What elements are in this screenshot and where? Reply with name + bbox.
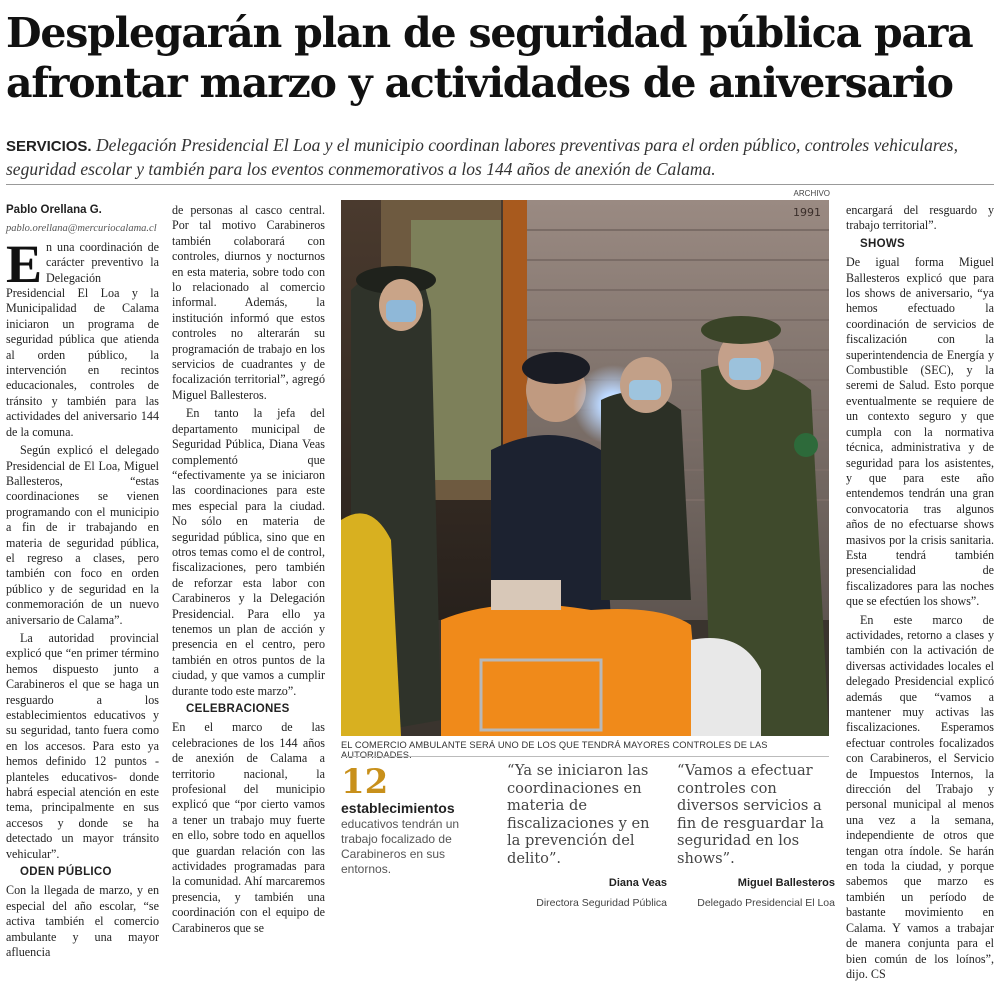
article-paragraph: En una coordinación de carácter preventivo la Delegación Presidencial El Loa y la Municipalidad de Calama iniciaron un programa de seguridad pública que atienda al orden público, la intervención en recintos educacionales, controles de tránsito y también para las actividades del aniversario 144 de la comuna. — [6, 233, 159, 439]
photo-credit: ARCHIVO — [793, 189, 830, 198]
factbox-text: establecimientos educativos tendrán un trabajo focalizado de Carabineros en sus entornos. — [341, 800, 460, 876]
article-column-1 — [6, 203, 159, 964]
article-paragraph: De igual forma Miguel Ballesteros explicó que para los shows de aniversario, “ya hemos efectuado la coordinación de servicios de fiscalización con la superintendencia de Energía y Combustible (SEC), y la seremi de Salud. Esto porque eventualmente se requiere de un contexto seguro y que cumpla con la normativa técnica, administrativa y de seguridad para los asistentes, y que para este año entendemos tendrán una gran convocatoria tras algunos años de no efectuarse shows masivos por la crisis sanitaria. Esta tendrá también presencialidad de fiscalizadores para las noches que se efectúen los shows”. — [846, 255, 994, 609]
pull-quote-name: Miguel Ballesteros — [737, 877, 835, 889]
article-paragraph: de personas al casco central. Por tal motivo Carabineros también colaborará con controles, diurnos y nocturnos en esta materia, sobre todo con lo relacionado al comercio informal. Además, la institución informó que estos controles no alterarán su programación de trabajo en los servicios de cuadrantes y de focalización territorial”, agregó Miguel Ballesteros. — [172, 203, 325, 402]
section-subhead-shows: SHOWS — [860, 237, 905, 250]
article-paragraph: Según explicó el delegado Presidencial de El Loa, Miguel Ballesteros, “estas coordinaciones se vienen programando con el municipio a fin de ir trabajando en materia de seguridad pública, el regreso a clases, pero también con foco en orden público y de seguridad en la conmemoración de un nuevo aniversario de Calama”. — [6, 443, 159, 627]
factbox-number: 12 — [341, 762, 389, 802]
lead-text: Delegación Presidencial El Loa y el municipio coordinan labores preventivas para el orden público, controles vehiculares, seguridad escolar y también para los eventos conmemorativos a los 144 años de anexión de Calama. — [6, 135, 958, 179]
article-paragraph: En tanto la jefa del departamento municipal de Seguridad Pública, Diana Veas complementó que “efectivamente ya se iniciaron las coordinaciones para este mes especial para la ciudad. No sólo en materia de seguridad pública, sino que en otros temas como el de control, fiscalizaciones, pero también de reforzar esta labor con Carabineros y la Delegación Presidencial. Para ello ya tenemos un plan de acción y presencia en el centro, pero también en otros puntos de la ciudad, y que vamos a cumplir durante todo este marzo”. — [172, 406, 325, 698]
article-photo — [341, 200, 829, 736]
article-paragraph: encargará del resguardo y trabajo territorial”. — [846, 203, 994, 233]
byline-author: Pablo Orellana G. — [6, 204, 102, 216]
section-subhead-celebraciones: CELEBRACIONES — [186, 703, 290, 715]
pull-quote-text: “Ya se iniciaron las coordinaciones en materia de fiscalizaciones y en la prevención del delito”. — [507, 762, 650, 867]
article-paragraph: En este marco de actividades, retorno a clases y también con la activación de diversas actividades locales el delegado Presidencial explicó además que “vamos a mantener muy activas las fiscalizaciones. Esperamos efectuar controles focalizados con Carabineros, el Servicio de Impuestos Internos, la dirección del Trabajo y personal municipal al menos una vez a la semana, independiente de otros que tengan otra índole. Se harán en toda la ciudad, y porque sabemos que marzo es también un período de bastante movimiento en Calama. Y vamos a trabajar de manera conjunta para el bien común de los loínos”, dijo. CS — [846, 612, 994, 981]
pull-quote-diana-veas — [507, 762, 667, 912]
pull-quote-role: Delegado Presidencial El Loa — [697, 896, 835, 909]
section-subhead-orden-publico: ODEN PÚBLICO — [20, 866, 112, 879]
photo-caption: EL COMERCIO AMBULANTE SERÁ UNO DE LOS QUE TENDRÁ MAYORES CONTROLES DE LAS AUTORIDADES. — [341, 740, 768, 760]
article-paragraph: La autoridad provincial explicó que “en primer término hemos dispuesto junto a Carabineros el que se haga un resguardo a los establecimientos educativos y su seguridad, tanto fuera como en los accesos. Para esto ya hemos definido 12 puntos -planteles educativos- donde habrá especial atención en este tema, principalmente en sus accesos y donde se ha detectado un mayor tránsito vehicular”. — [6, 630, 159, 861]
article-paragraph: Con la llegada de marzo, y en especial del año escolar, “se activa también el comercio ambulante y una mayor afluencia — [6, 883, 159, 960]
article-column-2 — [172, 203, 325, 939]
article-paragraph: En el marco de las celebraciones de los 144 años de anexión de Calama a territorio nacional, la profesional del municipio explicó que “por cierto vamos a tener un trabajo muy fuerte en ello, sobre todo en aquellos que guardan relación con las actividades programadas para la comunidad. Ahí marcaremos presencia, y también una coordinación con el equipo de Carabineros que se — [172, 720, 325, 935]
drop-cap: E — [6, 233, 43, 294]
byline-email[interactable]: pablo.orellana@mercuriocalama.cl — [6, 223, 157, 235]
lead-divider — [6, 184, 994, 185]
factbox-bold: establecimientos — [341, 800, 455, 816]
caption-divider — [341, 756, 829, 757]
article-column-4 — [846, 203, 994, 985]
headline: Desplegarán plan de seguridad pública para afrontar marzo y actividades de aniversario — [6, 9, 973, 107]
shutter-number: 1991 — [793, 206, 821, 219]
section-tag: SERVICIOS. — [6, 138, 92, 155]
lead-paragraph — [6, 134, 991, 181]
pull-quote-text: “Vamos a efectuar controles con diversos servicios a fin de resguardar la seguridad en los shows”. — [677, 762, 824, 867]
pull-quote-miguel-ballesteros — [677, 762, 835, 912]
photo-illustration — [341, 200, 829, 736]
pull-quote-role: Directora Seguridad Pública — [536, 896, 667, 909]
end-mark: CS — [870, 966, 886, 981]
pull-quote-name: Diana Veas — [608, 877, 667, 889]
factbox — [341, 762, 493, 877]
